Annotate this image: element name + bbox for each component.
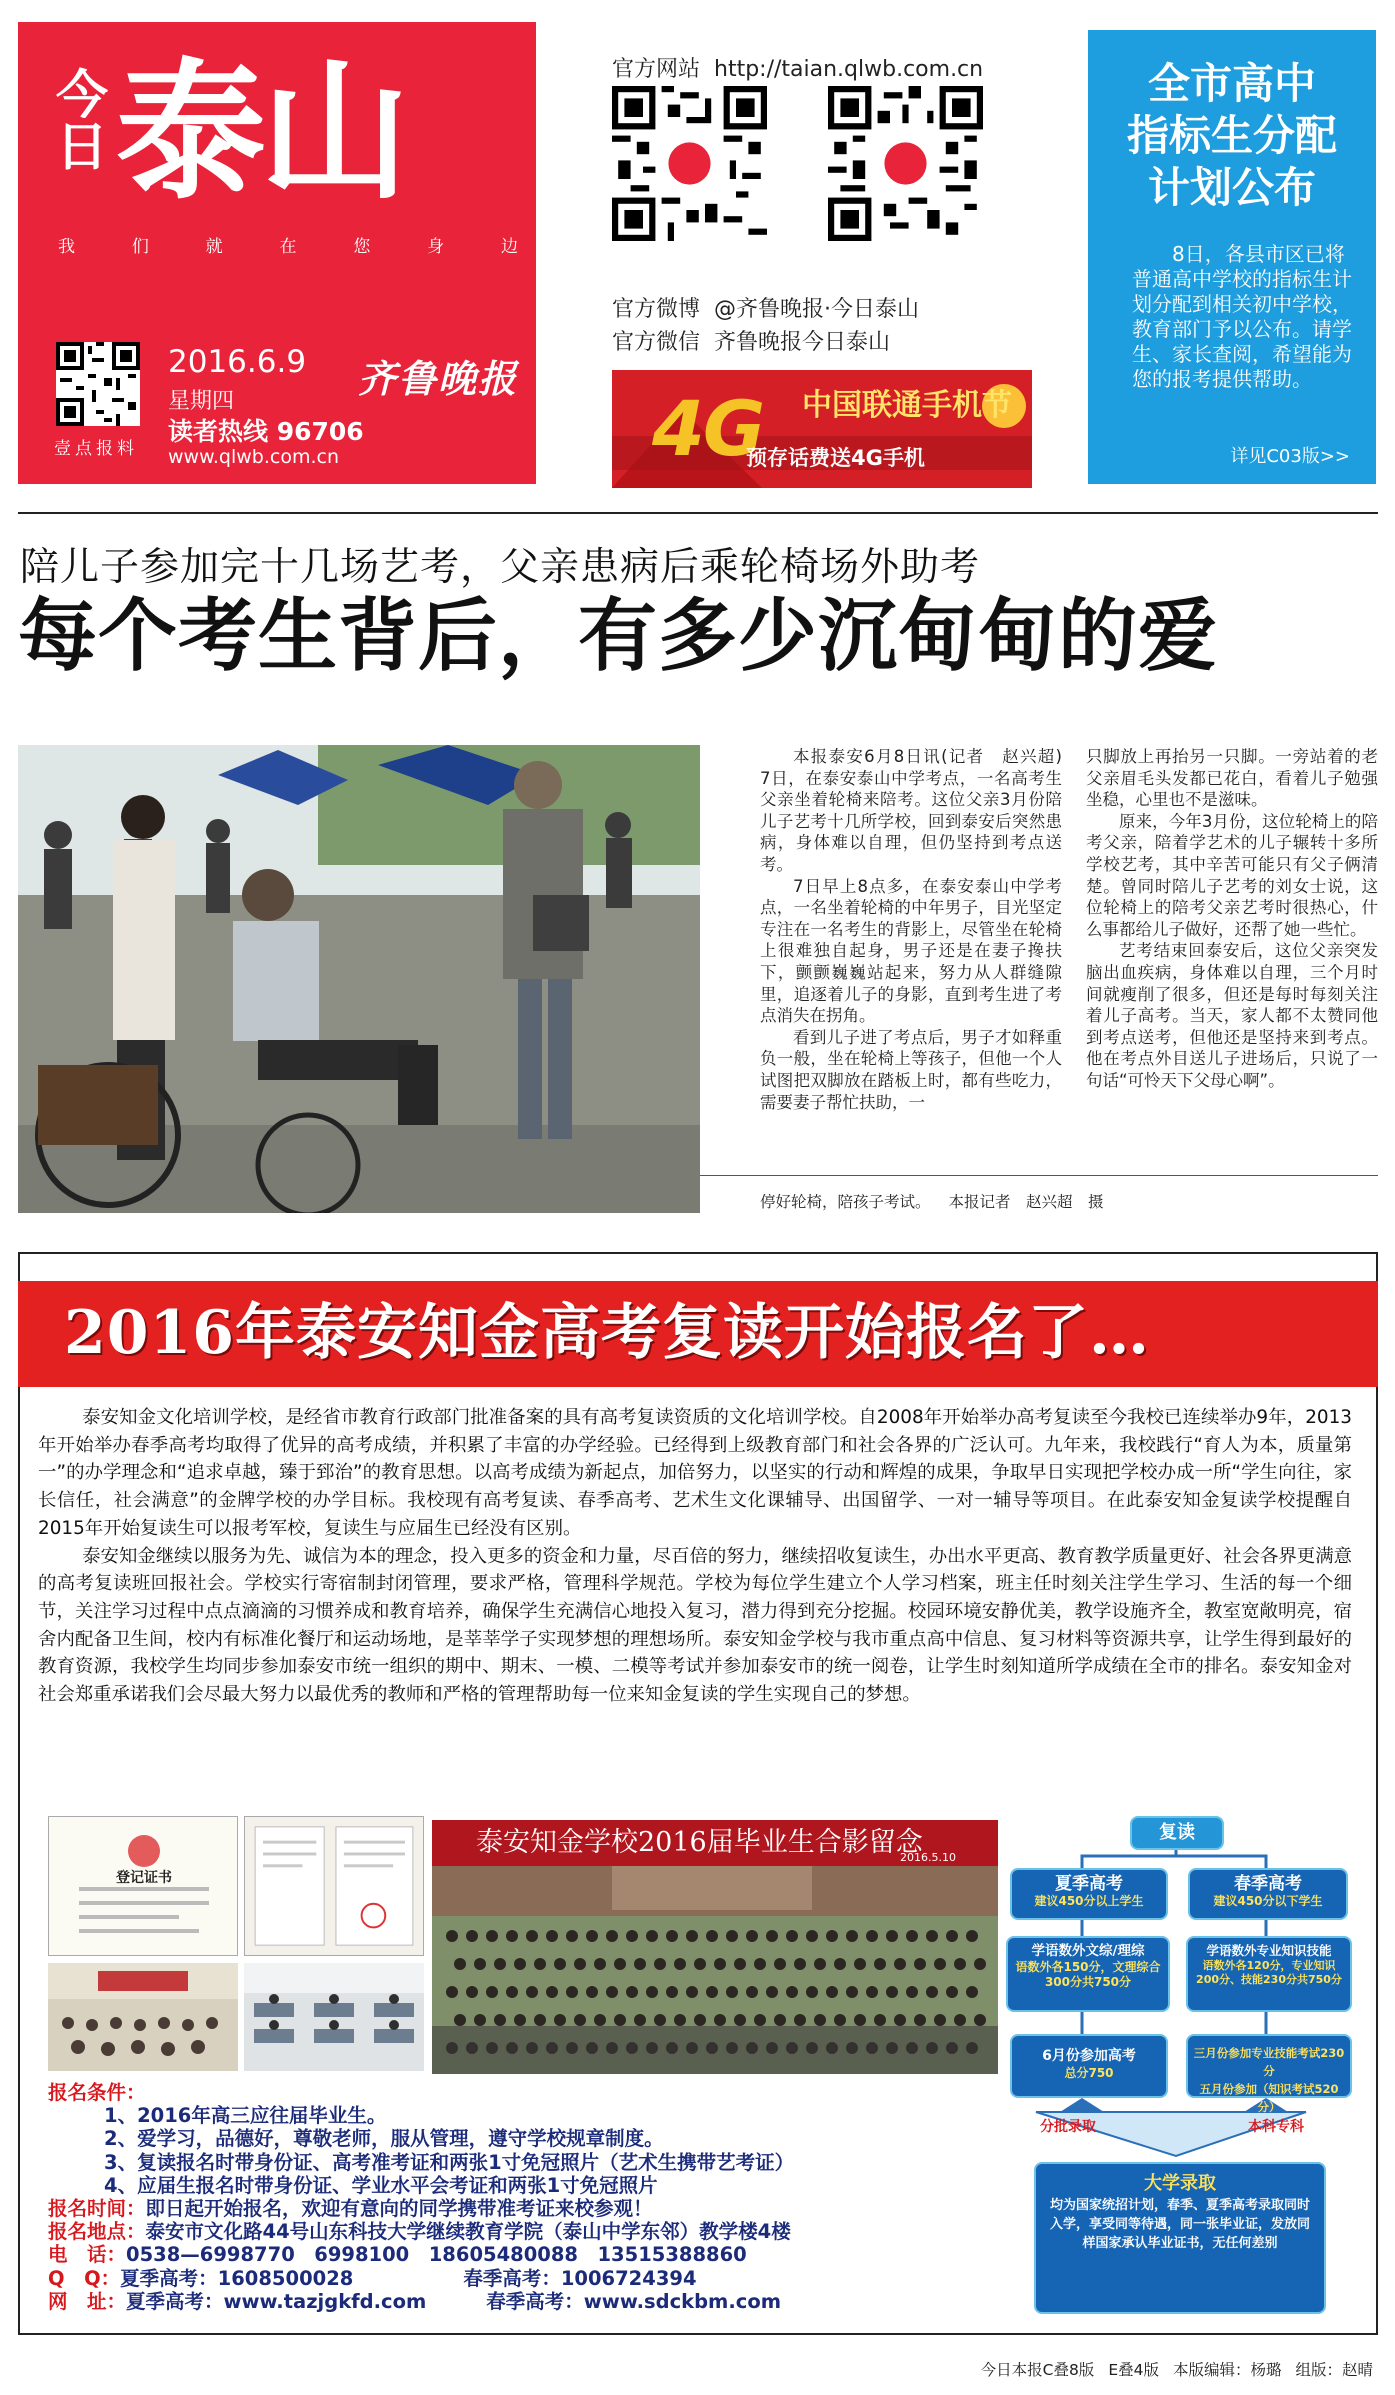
flow-box-summer-exam xyxy=(1010,2034,1168,2098)
flow-box-admission xyxy=(1034,2162,1326,2314)
graduation-photo-title: 泰安知金学校2016届毕业生合影留念 xyxy=(432,1820,998,1866)
unicom-ad-sub: 预存话费送4G手机 xyxy=(746,446,925,470)
certificate-graphic xyxy=(49,1817,239,1957)
flow-right-exam-sub: 五月份参加（知识考试520分） xyxy=(1199,2082,1339,2114)
reg-web-label: 网 址： xyxy=(48,2289,127,2313)
weixin-qr-code-icon[interactable] xyxy=(828,86,983,241)
graduation-group-photo xyxy=(432,1866,998,2074)
side-headline-line: 全市高中 xyxy=(1147,59,1316,108)
school-ad-banner[interactable] xyxy=(18,1281,1378,1387)
photo-credit: 本报记者 赵兴超 摄 xyxy=(948,1193,1104,1211)
slogan-char: 我 xyxy=(58,237,75,257)
reg-condition: 1、2016年高三应往届毕业生。 xyxy=(104,2104,387,2128)
flow-top-label: 复读 xyxy=(1159,1822,1195,1843)
story-headline[interactable]: 每个考生背后，有多少沉甸甸的爱 xyxy=(18,590,1218,682)
flow-box-top xyxy=(1130,1816,1224,1850)
slogan-char: 您 xyxy=(353,237,371,257)
reader-hotline: 读者热线 96706 xyxy=(168,417,364,446)
footer-pages-e: E叠4版 xyxy=(1108,2361,1159,2379)
reg-qq-summer[interactable]: 夏季高考：1608500028 xyxy=(120,2266,354,2290)
paper-name: 齐鲁晚报 xyxy=(358,356,519,401)
weibo-label: 官方微博 xyxy=(612,297,701,322)
weixin-label: 官方微信 xyxy=(612,330,701,355)
flow-bottom-label: 大学录取 xyxy=(1144,2173,1216,2194)
flow-box-spring xyxy=(1188,1868,1348,1920)
story-paragraph: 原来，今年3月份，这位轮椅上的陪考父亲，陪着学艺术的儿子辗转十多所学校艺考，其中辛苦可能只有父子俩清楚。曾同时陪儿子艺考的刘女士说，这位轮椅上的陪考父亲艺考时很热心，什么事都给儿子做好，还帮了她一些忙。 xyxy=(1086,811,1378,939)
issue-weekday: 星期四 xyxy=(168,389,235,414)
flow-right-mid-sub: 语数外各120分，专业知识200分、技能230分共750分 xyxy=(1196,1959,1342,1986)
flow-box-summer xyxy=(1010,1868,1168,1920)
official-site xyxy=(612,52,983,83)
side-headline-line: 计划公布 xyxy=(1147,163,1316,212)
certificate-title: 登记证书 xyxy=(116,1870,172,1886)
reg-qq-label: Q Q： xyxy=(48,2266,121,2290)
side-teaser-box[interactable] xyxy=(1088,30,1376,484)
flow-left-mid-label: 学语数外文综/理综 xyxy=(1031,1943,1145,1959)
footer-editor: 本版编辑：杨璐 xyxy=(1172,2361,1282,2379)
photo-caption xyxy=(760,1190,1104,1212)
unicom-ad[interactable] xyxy=(612,370,1032,488)
ad-paragraph: 泰安知金继续以服务为先、诚信为本的理念，投入更多的资金和力量，尽百倍的努力，继续招收复读生，办出水平更高、教育教学质量更好、社会各界更满意的高考复读班回报社会。学校实行寄宿制封闭管理，要求严格，管理科学规范。学校为每位学生建立个人学习档案，班主任时刻关注学生学习、生活的每一个细节，关注学习过程中点点滴滴的习惯养成和教育培养，确保学生充满信心地投入复习，潜力得到充分挖掘。校园环境安静优美，教学设施齐全，教室宽敞明亮，宿舍内配备卫生间，校内有标准化餐厅和运动场地，是莘莘学子实现梦想的理想场所。泰安知金学校与我市重点高中信息、复习材料等资源共享，让学生得到最好的教育资源，我校学生均同步参加泰安市统一组织的期中、期末、一模、二模等考试并参加泰安市的统一阅卷，让学生时刻知道所学成绩在全市的排名。泰安知金对社会郑重承诺我们会尽最大努力以最优秀的教师和严格的管理帮助每一位来知金复读的学生实现自己的梦想。 xyxy=(38,1545,1352,1706)
flow-arrow-right-label: 本科专科 xyxy=(1248,2119,1304,2135)
slogan xyxy=(58,232,518,257)
divider xyxy=(18,512,1378,514)
classroom-photo-1 xyxy=(48,1963,238,2071)
slogan-char: 身 xyxy=(427,237,445,257)
page-footer xyxy=(981,2358,1373,2380)
flow-box-summer-subjects xyxy=(1006,1936,1170,2012)
site-label: 官方网站 xyxy=(612,57,701,82)
logo-small-text: 今日 xyxy=(56,66,109,178)
reg-web-summer[interactable]: 夏季高考：www.tazjgkfd.com xyxy=(126,2289,427,2313)
license-image xyxy=(244,1816,424,1956)
masthead xyxy=(18,22,536,484)
reg-condition: 4、应届生报名时带身份证、学业水平会考证和两张1寸免冠照片 xyxy=(104,2173,658,2197)
report-qr-code-icon[interactable] xyxy=(56,342,140,426)
flow-bottom-sub: 均为国家统招计划，春季、夏季高考录取同时入学，享受同等待遇，同一张毕业证，发放同样国家承认毕业证书，无任何差别 xyxy=(1050,2198,1311,2251)
flow-spring-sub: 建议450分以下学生 xyxy=(1213,1894,1323,1908)
story-paragraph: 看到儿子进了考点后，男子才如释重负一般，坐在轮椅上等孩子，但他一个人试图把双脚放在踏板上时，都有些吃力，需要妻子帮忙扶助，一 xyxy=(760,1027,1062,1112)
footer-designer: 组版：赵晴 xyxy=(1295,2361,1373,2379)
reg-phone-value[interactable]: 0538—6998770 6998100 18605480088 13515388860 xyxy=(126,2243,747,2267)
reg-place-label: 报名地点： xyxy=(48,2220,146,2244)
slogan-char: 们 xyxy=(131,237,149,257)
unicom-4g-mark: 4G xyxy=(652,384,764,473)
reg-time-label: 报名时间： xyxy=(48,2197,146,2221)
weibo-handle[interactable]: @齐鲁晚报·今日泰山 xyxy=(714,297,920,322)
site-url-link[interactable]: http://taian.qlwb.com.cn xyxy=(714,57,984,82)
flow-right-mid-label: 学语数外专业知识技能 xyxy=(1206,1943,1332,1958)
report-label: 壹点报料 xyxy=(54,439,138,459)
side-headline xyxy=(1088,58,1376,214)
flow-spring-label: 春季高考 xyxy=(1234,1874,1302,1894)
story-column-2 xyxy=(1086,746,1378,1092)
flow-summer-label: 夏季高考 xyxy=(1055,1874,1123,1894)
school-ad-title: 2016年泰安知金高考复读开始报名了… xyxy=(64,1298,1150,1368)
reg-condition: 3、复读报名时带身份证、高考准考证和两张1寸免冠照片（艺术生携带艺考证） xyxy=(104,2150,795,2174)
classroom-photo-2 xyxy=(244,1963,424,2071)
unicom-ad-title: 中国联通手机节 xyxy=(802,388,1012,423)
official-weibo xyxy=(612,292,919,323)
reg-time-value: 即日起开始报名，欢迎有意向的同学携带准考证来校参观！ xyxy=(145,2197,653,2221)
site-qr-code-icon[interactable] xyxy=(612,86,767,241)
caption-divider xyxy=(700,1175,1378,1176)
flow-summer-sub: 建议450分以上学生 xyxy=(1034,1894,1144,1908)
story-paragraph: 只脚放上再抬另一只脚。一旁站着的老父亲眉毛头发都已花白，看着儿子勉强坐稳，心里也不是滋味。 xyxy=(1086,747,1378,810)
side-body: 8日，各县市区已将普通高中学校的指标生计划分配到相关初中学校，教育部门予以公布。请学生、家长查阅，希望能为您的报考提供帮助。 xyxy=(1132,242,1352,391)
story-kicker: 陪儿子参加完十几场艺考，父亲患病后乘轮椅场外助考 xyxy=(20,545,981,590)
story-paragraph: 本报泰安6月8日讯(记者 赵兴超) 7日，在泰安泰山中学考点，一名高考生父亲坐着轮椅来陪考。这位父亲3月份陪儿子艺考十几所学校，回到泰安后突然患病，身体难以自理，但仍坚持到考点送考。 xyxy=(760,747,1079,874)
story-photo xyxy=(18,745,700,1213)
side-headline-line: 指标生分配 xyxy=(1126,111,1337,160)
footer-pages-today: 今日本报C叠8版 xyxy=(980,2361,1095,2379)
reg-phone-label: 电 话： xyxy=(48,2243,127,2267)
flow-arrow-left-label: 分批录取 xyxy=(1040,2119,1096,2135)
registration-info xyxy=(48,2081,1008,2313)
reg-qq-spring[interactable]: 春季高考：1006724394 xyxy=(463,2266,697,2290)
reg-condition: 2、爱学习，品德好，尊敬老师，服从管理，遵守学校规章制度。 xyxy=(104,2127,664,2151)
flow-left-mid-sub: 语数外各150分，文理综合300分共750分 xyxy=(1015,1960,1161,1989)
graduation-photo-date: 2016.5.10 xyxy=(900,1851,956,1864)
story-column-1 xyxy=(760,746,1079,1113)
logo-title: 泰山 xyxy=(116,46,405,220)
flow-left-exam-sub: 总分750 xyxy=(1064,2066,1114,2080)
slogan-char: 就 xyxy=(205,237,223,257)
slogan-char: 边 xyxy=(500,237,518,257)
masthead-url[interactable]: www.qlwb.com.cn xyxy=(168,446,339,468)
flow-left-exam-label: 6月份参加高考 xyxy=(1042,2048,1136,2064)
weixin-handle[interactable]: 齐鲁晚报今日泰山 xyxy=(714,330,891,355)
school-ad-text xyxy=(38,1404,1352,1709)
flow-right-exam-label: 三月份参加专业技能考试230分 xyxy=(1193,2046,1345,2078)
slogan-char: 在 xyxy=(279,237,297,257)
story-paragraph: 7日早上8点多，在泰安泰山中学考点，一名坐着轮椅的中年男子，目光坚定专注在一名考生的背影上，尽管坐在轮椅上很难独自起身，男子还是在妻子搀扶下，颤颤巍巍站起来，努力从人群缝隙里，追逐着儿子的身影，直到考生进了考点消失在拐角。 xyxy=(760,876,1062,1026)
registration-certificate-image xyxy=(48,1816,238,1956)
story-paragraph: 艺考结束回泰安后，这位父亲突发脑出血疾病，身体难以自理，三个月时间就瘦削了很多，但还是每时每刻关注着儿子高考。当天，家人都不太赞同他到考点送考，但他还是坚持来到考点。他在考点外目送儿子进场后，只说了一句话“可怜天下父母心啊”。 xyxy=(1086,941,1378,1090)
reg-place-value: 泰安市文化路44号山东科技大学继续教育学院（泰山中学东邻）教学楼4楼 xyxy=(145,2220,791,2244)
caption-text: 停好轮椅，陪孩子考试。 xyxy=(760,1193,931,1211)
flow-box-spring-exam xyxy=(1186,2034,1352,2114)
reg-conditions-label: 报名条件： xyxy=(48,2081,146,2104)
issue-date: 2016.6.9 xyxy=(168,344,307,380)
official-weixin xyxy=(612,325,890,356)
side-more-link[interactable]: 详见C03版>> xyxy=(1230,446,1350,467)
ad-paragraph: 泰安知金文化培训学校，是经省市教育行政部门批准备案的具有高考复读资质的文化培训学校。自2008年开始举办高考复读至今我校已连续举办9年，2013年开始举办春季高考均取得了优异的高考成绩，并积累了丰富的办学经验。已经得到上级教育部门和社会各界的广泛认可。九年来，我校践行“育人为本，质量第一”的办学理念和“追求卓越，臻于郅治”的教育思想。以高考成绩为新起点，加倍努力，以坚实的行动和辉煌的成果，争取早日实现把学校办成一所“学生向往，家长信任，社会满意”的金牌学校的办学目标。我校现有高考复读、春季高考、艺术生文化课辅导、出国留学、一对一辅导等项目。在此泰安知金复读学校提醒自2015年开始复读生可以报考军校，复读生与应届生已经没有区别。 xyxy=(38,1407,1352,1539)
reg-web-spring[interactable]: 春季高考：www.sdckbm.com xyxy=(486,2289,782,2313)
flow-box-spring-subjects xyxy=(1186,1936,1352,2012)
